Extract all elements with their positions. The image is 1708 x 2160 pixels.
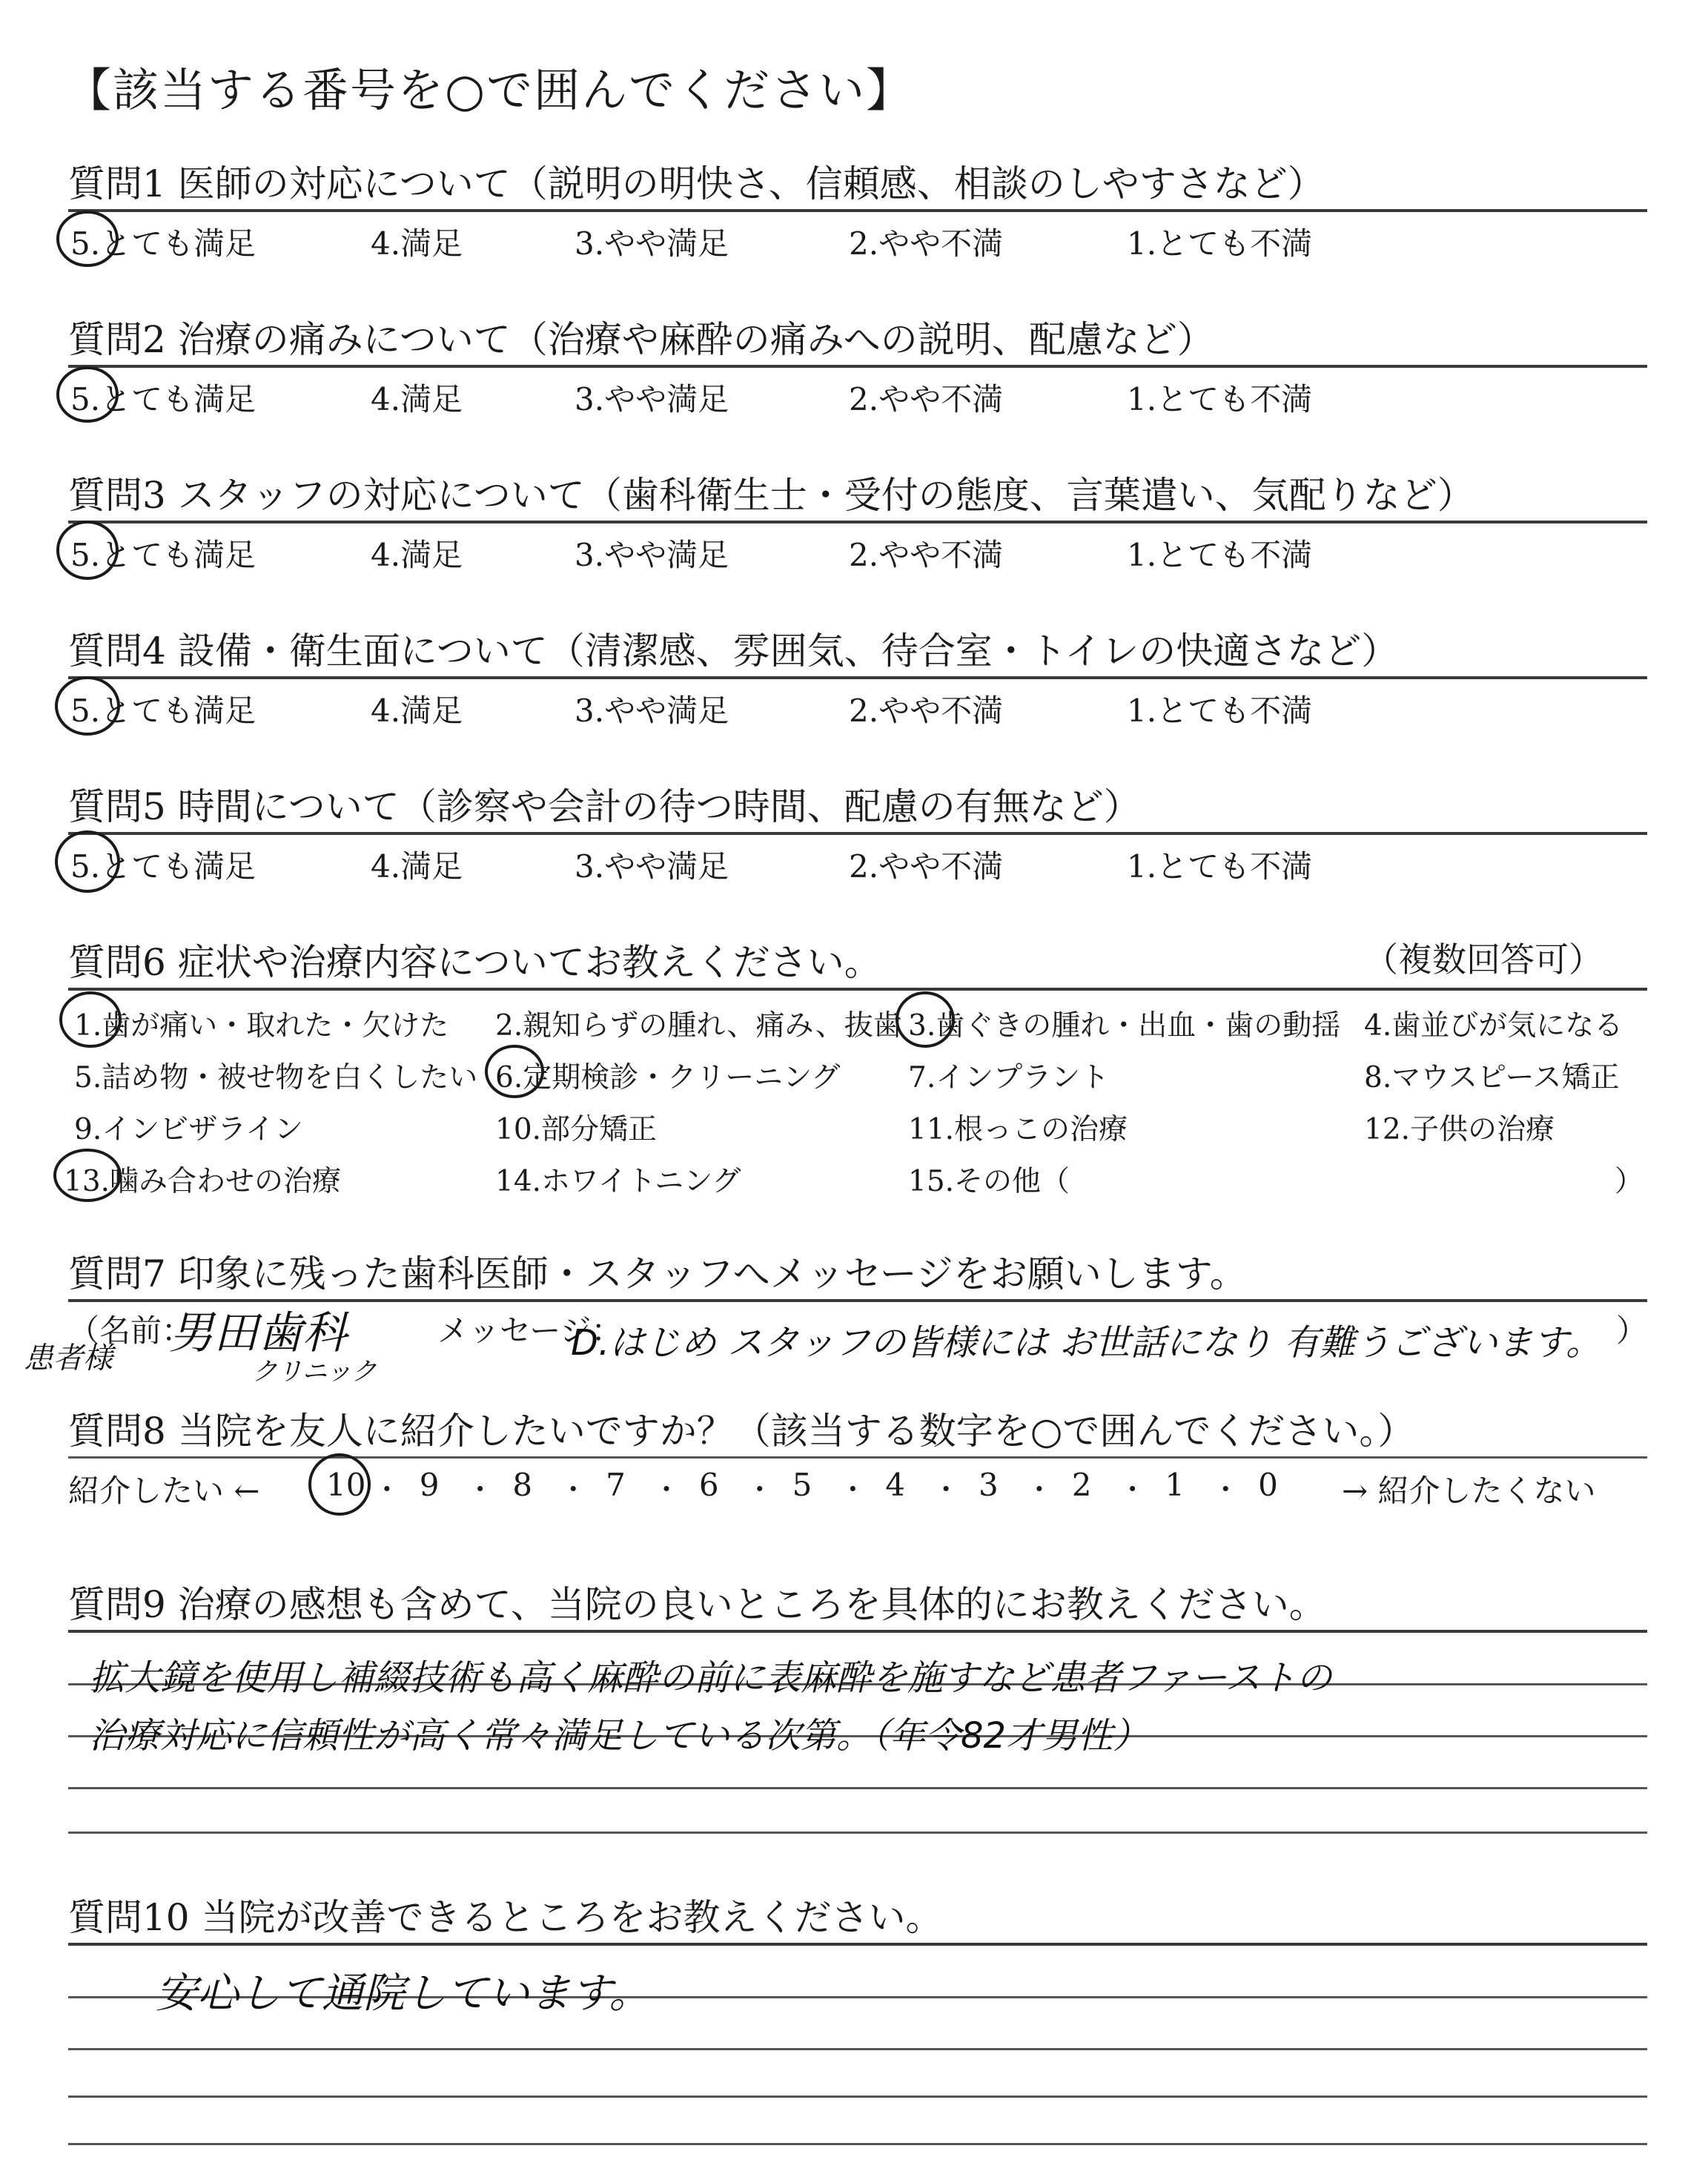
answer-line xyxy=(68,2048,1647,2050)
scale-separator-dot: ・ xyxy=(838,1473,867,1506)
q4-option-1[interactable]: 1.とても不満 xyxy=(1127,693,1313,729)
recommend-score-8[interactable]: 8 xyxy=(512,1467,533,1503)
divider xyxy=(68,365,1647,368)
handwritten-name-sub: クリニック xyxy=(252,1357,377,1387)
q9-answer-line-2: 治療対応に信頼性が高く常々満足している次第。（年令82才男性） xyxy=(89,1715,1149,1757)
q1-option-2[interactable]: 2.やや不満 xyxy=(849,225,1004,262)
q5-option-5[interactable]: 5.とても満足 xyxy=(70,848,256,885)
question-8-title: 質問8 当院を友人に紹介したいですか？（該当する数字を○で囲んでください。） xyxy=(68,1410,1415,1453)
name-label: （名前： xyxy=(68,1312,193,1349)
recommend-score-0[interactable]: 0 xyxy=(1258,1467,1278,1503)
recommend-score-3[interactable]: 3 xyxy=(979,1467,999,1503)
q5-option-4[interactable]: 4.満足 xyxy=(371,848,463,885)
divider xyxy=(68,521,1647,524)
recommend-score-2[interactable]: 2 xyxy=(1071,1467,1092,1503)
q10-answer: 安心して通院しています。 xyxy=(156,1969,651,2018)
question-6-title: 質問6 症状や治療内容についてお教えください。 xyxy=(68,941,881,984)
question-4-title: 質問4 設備・衛生面について（清潔感、雰囲気、待合室・トイレの快適さなど） xyxy=(68,630,1399,673)
q2-option-2[interactable]: 2.やや不満 xyxy=(849,381,1004,417)
handwritten-prefix: 患者様 xyxy=(24,1341,113,1375)
q2-option-1[interactable]: 1.とても不満 xyxy=(1127,381,1313,417)
answer-line xyxy=(68,2095,1647,2098)
q4-option-4[interactable]: 4.満足 xyxy=(371,693,463,729)
q9-answer-line-1: 拡大鏡を使用し補綴技術も高く麻酔の前に表麻酔を施すなど患者ファーストの xyxy=(89,1657,1332,1699)
q6-option-10[interactable]: 10.部分矯正 xyxy=(495,1113,658,1146)
recommend-score-1[interactable]: 1 xyxy=(1165,1467,1185,1503)
form-title: 【該当する番号を○で囲んでください】 xyxy=(65,63,914,117)
q6-option-8[interactable]: 8.マウスピース矯正 xyxy=(1364,1061,1620,1094)
q6-option-1[interactable]: 1.歯が痛い・取れた・欠けた xyxy=(74,1009,449,1043)
scale-separator-dot: ・ xyxy=(559,1473,588,1506)
scale-separator-dot: ・ xyxy=(652,1473,681,1506)
q4-option-3[interactable]: 3.やや満足 xyxy=(575,693,729,729)
divider xyxy=(68,1943,1647,1946)
question-3-title: 質問3 スタッフの対応について（歯科衛生士・受付の態度、言葉遣い、気配りなど） xyxy=(68,474,1474,517)
q5-option-2[interactable]: 2.やや不満 xyxy=(849,848,1004,885)
scale-separator-dot: ・ xyxy=(466,1473,494,1506)
q6-option-6[interactable]: 6.定期検診・クリーニング xyxy=(495,1061,841,1094)
scale-separator-dot: ・ xyxy=(1211,1473,1240,1506)
message-close-paren: ） xyxy=(1616,1312,1648,1349)
divider xyxy=(68,1630,1647,1633)
q6-option-15[interactable]: 15.その他（ xyxy=(908,1165,1070,1198)
message-label: メッセージ： xyxy=(437,1312,623,1349)
handwritten-message: D.はじめ スタッフの皆様には お世話になり 有難うございます。 xyxy=(571,1322,1602,1364)
recommend-scale xyxy=(326,1467,1305,1505)
recommend-right-label: → 紹介したくない xyxy=(1342,1473,1596,1509)
scale-separator-dot: ・ xyxy=(932,1473,961,1506)
q3-option-5[interactable]: 5.とても満足 xyxy=(70,537,256,573)
q1-option-5[interactable]: 5.とても満足 xyxy=(70,225,256,262)
recommend-score-4[interactable]: 4 xyxy=(885,1467,906,1503)
q6-option-9[interactable]: 9.インビザライン xyxy=(74,1113,304,1146)
q6-option-15-close: ） xyxy=(1615,1165,1644,1198)
q6-option-13[interactable]: 13.噛み合わせの治療 xyxy=(64,1165,342,1198)
q5-option-1[interactable]: 1.とても不満 xyxy=(1127,848,1313,885)
recommend-score-7[interactable]: 7 xyxy=(606,1467,626,1503)
q2-option-5[interactable]: 5.とても満足 xyxy=(70,381,256,417)
question-9-title: 質問9 治療の感想も含めて、当院の良いところを具体的にお教えください。 xyxy=(68,1583,1326,1626)
divider xyxy=(68,988,1647,991)
divider xyxy=(68,676,1647,679)
handwritten-name: 男田歯科 xyxy=(169,1307,347,1359)
recommend-score-10[interactable]: 10 xyxy=(326,1467,366,1503)
answer-line xyxy=(68,2143,1647,2145)
question-5-title: 質問5 時間について（診察や会計の待つ時間、配慮の有無など） xyxy=(68,785,1141,828)
answer-line xyxy=(68,1787,1647,1789)
q2-option-3[interactable]: 3.やや満足 xyxy=(575,381,729,417)
recommend-score-9[interactable]: 9 xyxy=(419,1467,440,1503)
multiple-answers-note: （複数回答可） xyxy=(1364,939,1603,980)
divider xyxy=(68,209,1647,212)
q5-option-3[interactable]: 3.やや満足 xyxy=(575,848,729,885)
q6-option-12[interactable]: 12.子供の治療 xyxy=(1364,1113,1555,1146)
question-1-title: 質問1 医師の対応について（説明の明快さ、信頼感、相談のしやすさなど） xyxy=(68,162,1325,205)
question-7-title: 質問7 印象に残った歯科医師・スタッフへメッセージをお願いします。 xyxy=(68,1252,1247,1295)
q6-option-2[interactable]: 2.親知らずの腫れ、痛み、抜歯 xyxy=(495,1009,902,1043)
answer-line xyxy=(68,1832,1647,1834)
scale-separator-dot: ・ xyxy=(372,1473,401,1506)
question-2-title: 質問2 治療の痛みについて（治療や麻酔の痛みへの説明、配慮など） xyxy=(68,318,1214,361)
q3-option-4[interactable]: 4.満足 xyxy=(371,537,463,573)
q6-option-4[interactable]: 4.歯並びが気になる xyxy=(1364,1009,1623,1043)
q4-option-2[interactable]: 2.やや不満 xyxy=(849,693,1004,729)
q6-option-11[interactable]: 11.根っこの治療 xyxy=(908,1113,1128,1146)
divider xyxy=(68,832,1647,835)
q3-option-2[interactable]: 2.やや不満 xyxy=(849,537,1004,573)
scale-separator-dot: ・ xyxy=(1118,1473,1147,1506)
divider xyxy=(68,1456,1647,1459)
q3-option-1[interactable]: 1.とても不満 xyxy=(1127,537,1313,573)
q2-option-4[interactable]: 4.満足 xyxy=(371,381,463,417)
q1-option-1[interactable]: 1.とても不満 xyxy=(1127,225,1313,262)
q6-option-14[interactable]: 14.ホワイトニング xyxy=(495,1165,741,1198)
q1-option-3[interactable]: 3.やや満足 xyxy=(575,225,729,262)
q1-option-4[interactable]: 4.満足 xyxy=(371,225,463,262)
q6-option-5[interactable]: 5.詰め物・被せ物を白くしたい xyxy=(74,1061,478,1094)
recommend-score-6[interactable]: 6 xyxy=(698,1467,719,1503)
q6-option-3[interactable]: 3.歯ぐきの腫れ・出血・歯の動揺 xyxy=(908,1009,1341,1043)
scale-separator-dot: ・ xyxy=(745,1473,774,1506)
recommend-left-label: 紹介したい ← xyxy=(68,1473,260,1509)
q6-option-7[interactable]: 7.インプラント xyxy=(908,1061,1110,1094)
q3-option-3[interactable]: 3.やや満足 xyxy=(575,537,729,573)
question-10-title: 質問10 当院が改善できるところをお教えください。 xyxy=(68,1896,943,1939)
scale-separator-dot: ・ xyxy=(1025,1473,1053,1506)
recommend-score-5[interactable]: 5 xyxy=(792,1467,812,1503)
q4-option-5[interactable]: 5.とても満足 xyxy=(70,693,256,729)
